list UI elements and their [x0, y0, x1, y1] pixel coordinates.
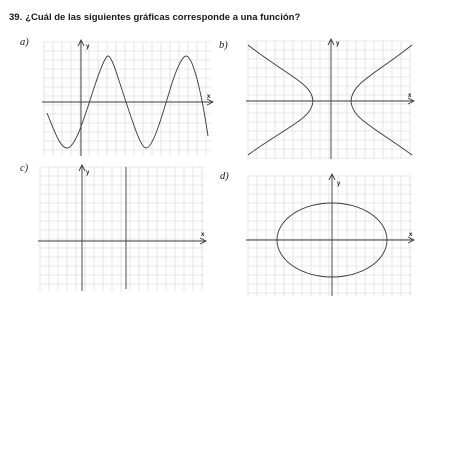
graph-b-right-branch	[351, 45, 412, 155]
graph-a-grid	[44, 42, 211, 156]
graph-b-y-label: y	[336, 41, 340, 47]
graph-c-y-label: y	[86, 170, 90, 176]
graph-b-hyperbola[interactable]	[246, 37, 416, 159]
graph-c-grid	[40, 167, 204, 291]
graph-a-y-label: y	[86, 44, 90, 50]
graph-b-x-label: x	[408, 93, 412, 99]
panel-label-b: b)	[219, 40, 228, 51]
question-number: 39.	[9, 12, 23, 23]
graph-d-x-label: x	[409, 232, 413, 238]
question-prompt: ¿Cuál de las siguientes gráficas corresponde a una función?	[25, 12, 301, 23]
graph-b-left-branch	[248, 45, 313, 155]
graph-d-ellipse[interactable]	[246, 172, 418, 296]
graph-d-y-label: y	[337, 181, 341, 187]
question-text	[9, 12, 300, 23]
panel-label-a: a)	[20, 37, 29, 48]
graph-b-grid	[248, 41, 410, 159]
panel-label-d: d)	[220, 171, 229, 182]
graph-a-x-label: x	[207, 94, 211, 100]
graph-d-grid	[248, 176, 412, 296]
panel-label-c: c)	[20, 163, 29, 174]
graph-c-x-label: x	[201, 232, 205, 238]
graph-c-vertical-line[interactable]	[38, 163, 210, 291]
graph-a-sine-wave[interactable]	[42, 38, 217, 156]
